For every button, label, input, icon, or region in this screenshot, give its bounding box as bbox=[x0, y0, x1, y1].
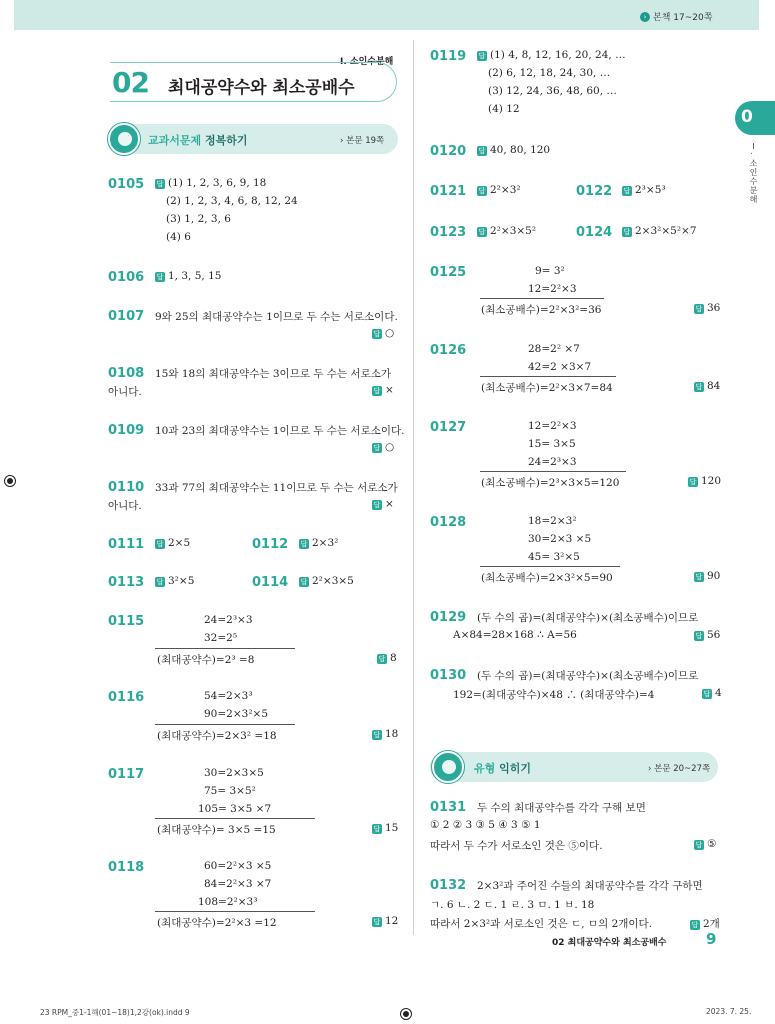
answer-icon: 답 bbox=[478, 147, 486, 155]
problem-number: 0106 bbox=[108, 270, 145, 285]
answer-line: 답 2×3²×5²×7 bbox=[623, 225, 697, 237]
solution-line: (최대공약수)=2³ =8 bbox=[157, 654, 255, 666]
problem-number: 0127 bbox=[430, 420, 467, 435]
answer-mark: 답 ○ bbox=[373, 441, 395, 453]
solution-line: 24=2³×3 bbox=[204, 614, 253, 626]
answer-icon: 답 bbox=[478, 187, 486, 195]
answer-line: 답 1, 3, 5, 15 bbox=[156, 270, 222, 282]
page-reference: › 본책 17~20쪽 bbox=[640, 10, 712, 23]
solution-line: (최소공배수)=2×3²×5=90 bbox=[481, 572, 613, 584]
solution-line: 아니다. bbox=[108, 500, 142, 512]
answer-icon: 답 bbox=[373, 825, 381, 833]
answer-line: (3) 12, 24, 36, 48, 60, … bbox=[488, 85, 617, 97]
band-ref-practice: › 본문 20~27쪽 bbox=[648, 764, 711, 774]
solution-line: 90=2×3²×5 bbox=[204, 708, 269, 720]
answer-line: 답 2²×3×5² bbox=[478, 225, 537, 237]
answer-mark: 답 ○ bbox=[373, 327, 395, 339]
answer-mark: 답 4 bbox=[703, 687, 722, 699]
answer-icon: 답 bbox=[156, 540, 164, 548]
page-number: 9 bbox=[706, 930, 717, 948]
solution-line: 54=2×3³ bbox=[204, 690, 253, 702]
answer-icon: 답 bbox=[373, 731, 381, 739]
solution-line: ㄱ. 6 ㄴ. 2 ㄷ. 1 ㄹ. 3 ㅁ. 1 ㅂ. 18 bbox=[430, 899, 595, 911]
answer-icon: 답 bbox=[478, 228, 486, 236]
problem-number: 0119 bbox=[430, 49, 467, 64]
answer-line: (4) 12 bbox=[488, 103, 520, 115]
side-tab-vertical-text: Ⅰ. 소인수분해 bbox=[749, 142, 758, 205]
solution-line: (최소공배수)=2³×3×5=120 bbox=[481, 477, 620, 489]
answer-mark: 답 × bbox=[373, 498, 394, 510]
problem-number: 0116 bbox=[108, 690, 145, 705]
answer-icon: 답 bbox=[689, 478, 697, 486]
answer-icon: 답 bbox=[373, 387, 381, 395]
answer-line: (3) 1, 2, 3, 6 bbox=[166, 213, 231, 225]
answer-line: 답 3²×5 bbox=[156, 575, 195, 587]
answer-icon: 답 bbox=[703, 690, 711, 698]
problem-number: 0111 bbox=[108, 537, 145, 552]
answer-line: 답 (1) 1, 2, 3, 6, 9, 18 bbox=[156, 177, 267, 189]
answer-line: (4) 6 bbox=[166, 231, 191, 243]
solution-line: 60=2²×3 ×5 bbox=[204, 860, 272, 872]
solution-line: 45= 3²×5 bbox=[528, 551, 580, 563]
answer-icon: 답 bbox=[373, 918, 381, 926]
answer-mark: 답 × bbox=[373, 384, 394, 396]
answer-mark: 답 120 bbox=[689, 475, 722, 487]
solution-line: 12=2²×3 bbox=[528, 420, 577, 432]
answer-icon: 답 bbox=[623, 187, 631, 195]
divider-rule bbox=[155, 724, 295, 725]
problem-number: 0124 bbox=[576, 225, 613, 240]
solution-line: (최소공배수)=2²×3²=36 bbox=[481, 304, 602, 316]
solution-line: A×84=28×168 ∴ A=56 bbox=[453, 629, 577, 641]
answer-icon: 답 bbox=[156, 578, 164, 586]
answer-line: 답 2×3² bbox=[300, 537, 339, 549]
answer-line: 답 (1) 4, 8, 12, 16, 20, 24, … bbox=[478, 49, 626, 61]
answer-line: 답 40, 80, 120 bbox=[478, 144, 551, 156]
problem-number: 0115 bbox=[108, 614, 145, 629]
solution-line: 84=2²×3 ×7 bbox=[204, 878, 272, 890]
chevron-right-icon: › bbox=[640, 12, 650, 22]
problem-number: 0117 bbox=[108, 767, 145, 782]
solution-line: 33과 77의 최대공약수는 11이므로 두 수는 서로소가 bbox=[155, 482, 398, 494]
answer-icon: 답 bbox=[156, 180, 164, 188]
answer-mark: 답 84 bbox=[695, 380, 721, 392]
answer-icon: 답 bbox=[156, 273, 164, 281]
problem-number: 0129 bbox=[430, 610, 467, 625]
band-ref-textbook: › 본문 19쪽 bbox=[340, 136, 385, 146]
solution-line: 따라서 두 수가 서로소인 것은 ⑤이다. bbox=[430, 840, 603, 852]
answer-line: 답 2²×3×5 bbox=[300, 575, 354, 587]
problem-number: 0131 bbox=[430, 800, 467, 815]
solution-line: 9와 25의 최대공약수는 1이므로 두 수는 서로소이다. bbox=[155, 311, 398, 323]
solution-line: (두 수의 곱)=(최대공약수)×(최소공배수)이므로 bbox=[477, 670, 699, 682]
divider-rule bbox=[155, 911, 315, 912]
answer-icon: 답 bbox=[300, 578, 308, 586]
print-slug: 23 RPM_중1-1해(01~18)1,2강(ok).indd 9 bbox=[40, 1008, 190, 1017]
problem-number: 0132 bbox=[430, 878, 467, 893]
problem-number: 0108 bbox=[108, 366, 145, 381]
problem-number: 0107 bbox=[108, 309, 145, 324]
problem-number: 0130 bbox=[430, 668, 467, 683]
solution-line: 24=2³×3 bbox=[528, 456, 577, 468]
problem-number: 0120 bbox=[430, 144, 467, 159]
divider-rule bbox=[155, 818, 315, 819]
answer-line: (2) 6, 12, 18, 24, 30, … bbox=[488, 67, 611, 79]
problem-number: 0126 bbox=[430, 343, 467, 358]
chapter-title: 최대공약수와 최소공배수 bbox=[168, 78, 355, 98]
chapter-side-tab[interactable]: 0 bbox=[735, 101, 775, 135]
problem-number: 0118 bbox=[108, 860, 145, 875]
chapter-number: 02 bbox=[112, 66, 149, 99]
answer-line: (2) 1, 2, 3, 4, 6, 8, 12, 24 bbox=[166, 195, 298, 207]
solution-line: 따라서 2×3²과 서로소인 것은 ㄷ, ㅁ의 2개이다. bbox=[430, 918, 653, 930]
solution-line: (최대공약수)=2×3² =18 bbox=[157, 730, 277, 742]
problem-number: 0122 bbox=[576, 184, 613, 199]
answer-icon: 답 bbox=[695, 841, 703, 849]
problem-number: 0113 bbox=[108, 575, 145, 590]
problem-number: 0109 bbox=[108, 423, 145, 438]
solution-line: (최소공배수)=2²×3×7=84 bbox=[481, 382, 613, 394]
solution-line: 192=(최대공약수)×48 ∴ (최대공약수)=4 bbox=[453, 689, 655, 701]
answer-mark: 답 18 bbox=[373, 728, 399, 740]
answer-icon: 답 bbox=[695, 305, 703, 313]
print-date: 2023. 7. 25. bbox=[706, 1007, 752, 1016]
problem-number: 0128 bbox=[430, 515, 467, 530]
problem-number: 0105 bbox=[108, 177, 145, 192]
answer-mark: 답 15 bbox=[373, 822, 399, 834]
problem-number: 0112 bbox=[252, 537, 289, 552]
answer-mark: 답 2개 bbox=[691, 918, 720, 930]
solution-line: (최대공약수)= 3×5 =15 bbox=[157, 824, 276, 836]
answer-line: 답 2³×5³ bbox=[623, 184, 666, 196]
answer-icon: 답 bbox=[478, 52, 486, 60]
answer-line: 답 2²×3² bbox=[478, 184, 521, 196]
solution-line: 12=2²×3 bbox=[528, 283, 577, 295]
solution-line: 105= 3×5 ×7 bbox=[198, 803, 272, 815]
solution-line: ① 2 ② 3 ③ 5 ④ 3 ⑤ 1 bbox=[430, 819, 541, 831]
mascot-icon bbox=[108, 123, 140, 155]
answer-icon: 답 bbox=[695, 632, 703, 640]
solution-line: 30=2×3×5 bbox=[204, 767, 264, 779]
registration-mark-icon bbox=[400, 1008, 412, 1020]
solution-line: 108=2²×3³ bbox=[198, 896, 258, 908]
band-title-textbook: 교과서문제 정복하기 bbox=[148, 134, 248, 147]
solution-line: 75= 3×5² bbox=[204, 785, 256, 797]
divider-rule bbox=[155, 648, 295, 649]
answer-mark: 답 36 bbox=[695, 302, 721, 314]
answer-mark: 답 90 bbox=[695, 570, 721, 582]
answer-line: 답 2×5 bbox=[156, 537, 191, 549]
registration-mark-icon bbox=[4, 475, 16, 487]
answer-icon: 답 bbox=[373, 501, 381, 509]
answer-icon: 답 bbox=[695, 573, 703, 581]
solution-line: 2×3²과 주어진 수들의 최대공약수를 각각 구하면 bbox=[477, 880, 703, 892]
solution-line: (두 수의 곱)=(최대공약수)×(최소공배수)이므로 bbox=[477, 612, 699, 624]
answer-icon: 답 bbox=[373, 444, 381, 452]
solution-line: 15와 18의 최대공약수는 3이므로 두 수는 서로소가 bbox=[155, 368, 392, 380]
answer-mark: 답 12 bbox=[373, 915, 399, 927]
footer-title: 02 최대공약수와 최소공배수 bbox=[552, 938, 667, 948]
answer-mark: 답 8 bbox=[378, 652, 397, 664]
band-title-practice: 유형 익히기 bbox=[474, 762, 531, 775]
answer-icon: 답 bbox=[378, 655, 386, 663]
divider-rule bbox=[480, 298, 604, 299]
problem-number: 0125 bbox=[430, 265, 467, 280]
solution-line: 두 수의 최대공약수를 각각 구해 보면 bbox=[477, 802, 646, 814]
solution-line: 30=2×3 ×5 bbox=[528, 533, 592, 545]
solution-line: (최대공약수)=2²×3 =12 bbox=[157, 917, 277, 929]
solution-line: 15= 3×5 bbox=[528, 438, 576, 450]
solution-line: 28=2² ×7 bbox=[528, 343, 580, 355]
answer-icon: 답 bbox=[373, 330, 381, 338]
answer-mark: 답 56 bbox=[695, 629, 721, 641]
answer-icon: 답 bbox=[691, 921, 699, 929]
answer-icon: 답 bbox=[623, 228, 631, 236]
problem-number: 0114 bbox=[252, 575, 289, 590]
solution-line: 32=2⁵ bbox=[204, 632, 238, 644]
column-divider bbox=[413, 40, 414, 935]
problem-number: 0110 bbox=[108, 480, 145, 495]
solution-line: 18=2×3² bbox=[528, 515, 577, 527]
answer-icon: 답 bbox=[300, 540, 308, 548]
solution-line: 10과 23의 최대공약수는 1이므로 두 수는 서로소이다. bbox=[155, 425, 405, 437]
solution-line: 42=2 ×3×7 bbox=[528, 361, 592, 373]
answer-mark: 답 ⑤ bbox=[695, 838, 717, 850]
solution-line: 아니다. bbox=[108, 386, 142, 398]
mascot-icon bbox=[432, 751, 464, 783]
divider-rule bbox=[480, 471, 626, 472]
solution-line: 9= 3² bbox=[535, 265, 565, 277]
divider-rule bbox=[480, 566, 620, 567]
answer-icon: 답 bbox=[695, 383, 703, 391]
divider-rule bbox=[480, 376, 616, 377]
problem-number: 0121 bbox=[430, 184, 467, 199]
problem-number: 0123 bbox=[430, 225, 467, 240]
section-label: Ⅰ. 소인수분해 bbox=[340, 57, 394, 67]
